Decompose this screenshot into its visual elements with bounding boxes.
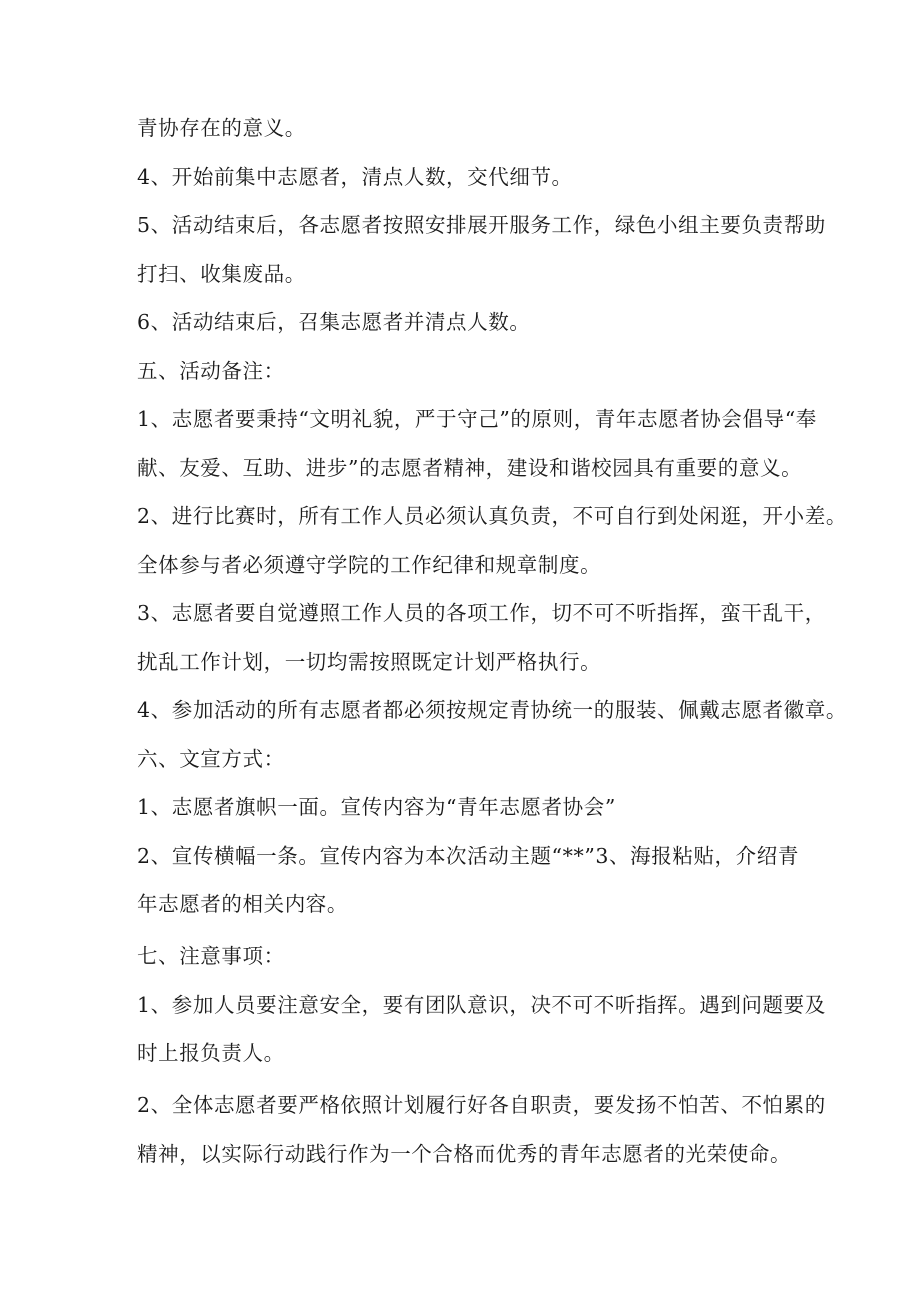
text-line: 2、全体志愿者要严格依照计划履行好各自职责，要发扬不怕苦、不怕累的 — [137, 1093, 826, 1117]
text-line: 1、志愿者旗帜一面。宣传内容为“青年志愿者协会” — [137, 795, 616, 819]
text-line: 打扫、收集废品。 — [137, 261, 306, 286]
text-line: 全体参与者必须遵守学院的工作纪律和规章制度。 — [137, 552, 602, 577]
text-line: 4、参加活动的所有志愿者都必须按规定青协统一的服装、佩戴志愿者徽章。 — [137, 698, 847, 722]
text-line: 4、开始前集中志愿者，清点人数，交代细节。 — [137, 164, 573, 189]
text-line: 2、进行比赛时，所有工作人员必须认真负责，不可自行到处闲逛，开小差。 — [137, 504, 847, 528]
text-line: 1、参加人员要注意安全，要有团队意识，决不可不听指挥。遇到问题要及 — [137, 992, 826, 1017]
text-line: 扰乱工作计划，一切均需按照既定计划严格执行。 — [137, 649, 602, 674]
text-line: 精神，以实际行动践行作为一个合格而优秀的青年志愿者的光荣使命。 — [137, 1141, 792, 1166]
text-line: 青协存在的意义。 — [137, 116, 306, 140]
text-line: 献、友爱、互助、进步”的志愿者精神，建设和谐校园具有重要的意义。 — [137, 455, 803, 480]
section-heading: 五、活动备注： — [137, 358, 285, 383]
section-heading: 六、文宣方式： — [137, 746, 285, 771]
document-body — [137, 111, 847, 1171]
text-line: 年志愿者的相关内容。 — [137, 892, 348, 916]
text-line: 1、志愿者要秉持“文明礼貌，严于守己”的原则，青年志愿者协会倡导“奉 — [137, 407, 817, 431]
text-line: 5、活动结束后，各志愿者按照安排展开服务工作，绿色小组主要负责帮助 — [137, 213, 826, 237]
section-heading: 七、注意事项： — [137, 944, 285, 968]
text-line: 6、活动结束后，召集志愿者并清点人数。 — [137, 310, 531, 334]
text-line: 3、志愿者要自觉遵照工作人员的各项工作，切不可不听指挥，蛮干乱干， — [137, 601, 826, 625]
text-line: 2、宣传横幅一条。宣传内容为本次活动主题“**”3、海报粘贴，介绍青 — [137, 843, 799, 868]
text-line: 时上报负责人。 — [137, 1041, 285, 1065]
